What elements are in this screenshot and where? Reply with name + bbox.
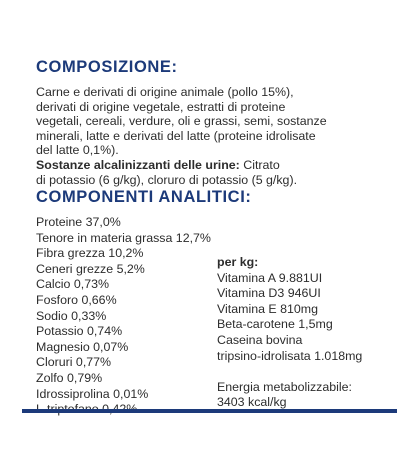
column-spacer xyxy=(217,364,362,380)
composition-heading: COMPOSIZIONE: xyxy=(36,58,178,76)
urinary-alkalizer-text: Citrato xyxy=(239,157,280,172)
bottom-divider xyxy=(22,409,397,413)
analytical-item: Proteine 37,0% xyxy=(36,215,121,229)
additive-item: tripsino-idrolisata 1.018mg xyxy=(217,348,363,363)
urinary-alkalizer-line-2: di potassio (6 g/kg), cloruro di potassio (5 g/kg). xyxy=(36,172,298,187)
analytical-item: Magnesio 0,07% xyxy=(36,339,129,354)
composition-line: Carne e derivati di origine animale (pollo 15%), xyxy=(36,85,294,99)
analytical-item: Cloruri 0,77% xyxy=(36,355,112,370)
additive-item: Beta-carotene 1,5mg xyxy=(217,317,333,332)
analytical-item: Zolfo 0,79% xyxy=(36,370,103,385)
analytical-item: Ceneri grezze 5,2% xyxy=(36,261,145,276)
analytical-item: Potassio 0,74% xyxy=(36,324,123,339)
energy-value: 3403 kcal/kg xyxy=(217,395,287,410)
additive-item: Vitamina A 9.881UI xyxy=(217,270,323,285)
analytical-item: Idrossiprolina 0,01% xyxy=(36,386,149,401)
analytical-heading: COMPONENTI ANALITICI: xyxy=(36,188,252,206)
energy-label: Energia metabolizzabile: xyxy=(217,379,352,394)
additive-item: Vitamina E 810mg xyxy=(217,301,319,316)
composition-line: derivati di origine vegetale, estratti di proteine xyxy=(36,99,286,114)
composition-text xyxy=(36,85,386,187)
analytical-item: Tenore in materia grassa 12,7% xyxy=(36,230,211,245)
analytical-item: Sodio 0,33% xyxy=(36,308,107,323)
additive-item: Vitamina D3 946UI xyxy=(217,286,321,301)
composition-line: del latte 0,1%). xyxy=(36,143,119,158)
per-kg-label: per kg: xyxy=(217,255,259,269)
analytical-right-column xyxy=(217,255,362,411)
urinary-alkalizer-line xyxy=(36,158,386,173)
analytical-item: Fibra grezza 10,2% xyxy=(36,246,144,261)
analytical-item: Calcio 0,73% xyxy=(36,277,110,292)
composition-line: vegetali, cereali, verdure, oli e grassi, semi, sostanze xyxy=(36,114,327,129)
composition-line: minerali, latte e derivati del latte (proteine idrolisate xyxy=(36,128,316,143)
analytical-item: Fosforo 0,66% xyxy=(36,292,117,307)
additive-item: Caseina bovina xyxy=(217,332,303,347)
analytical-left-column xyxy=(36,215,211,418)
urinary-alkalizer-label: Sostanze alcalinizzanti delle urine: xyxy=(36,157,240,172)
